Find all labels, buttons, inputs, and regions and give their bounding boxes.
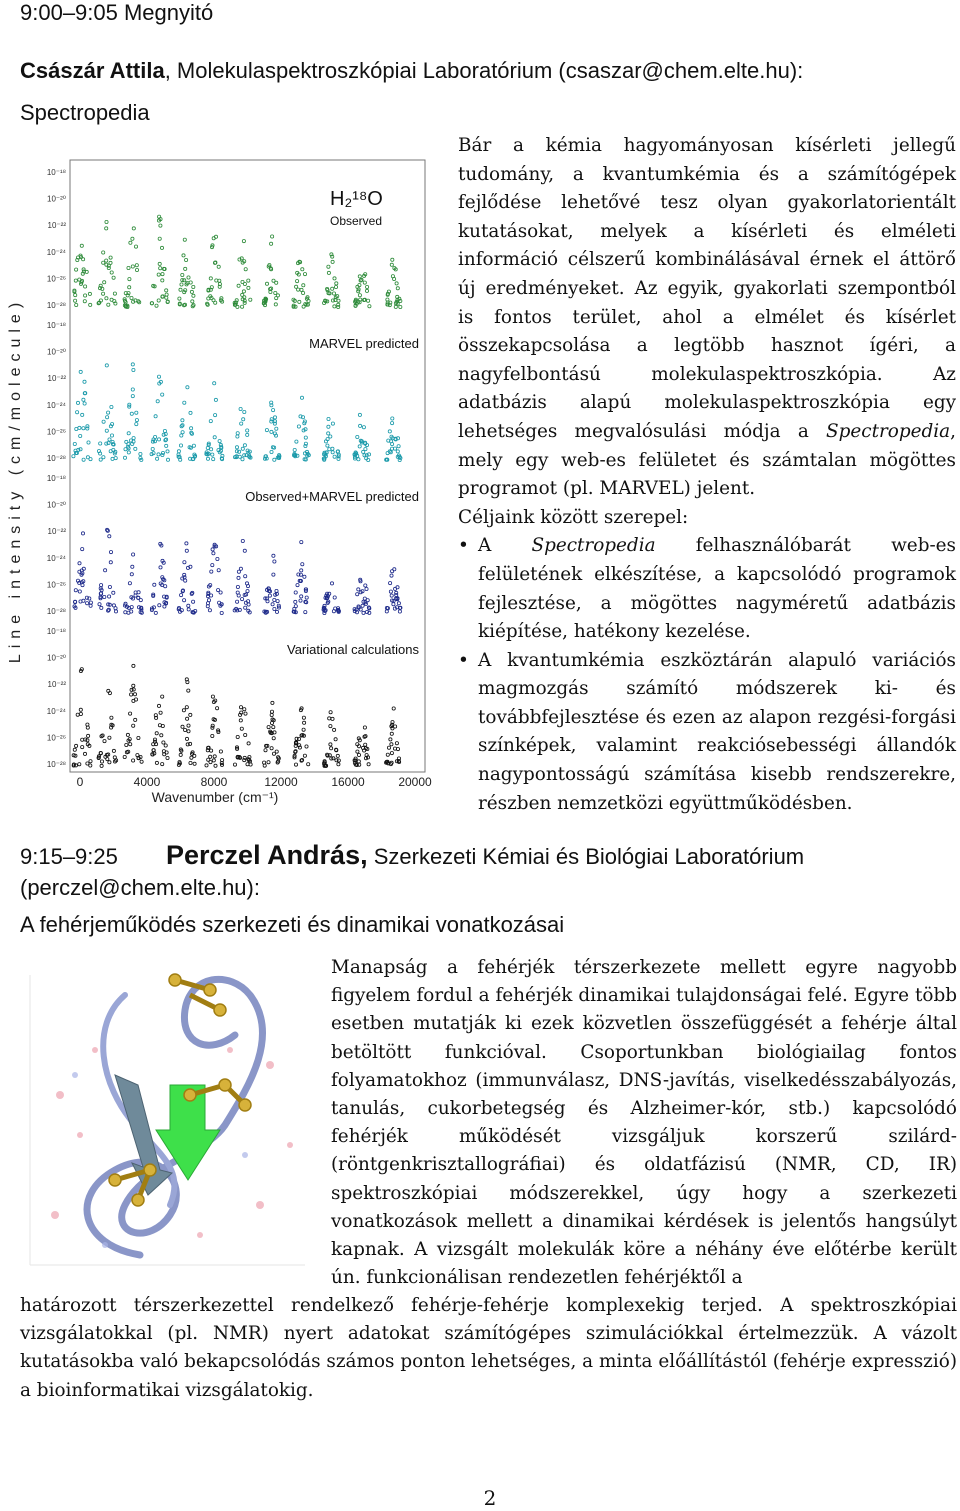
y-tick-label: 10⁻²⁰ (47, 194, 66, 204)
panel-sublabel: Observed (330, 214, 383, 228)
x-tick-label: 16000 (331, 775, 365, 789)
talk2-speaker-name: Perczel András, (166, 840, 368, 870)
y-tick-label: 10⁻²⁶ (46, 733, 66, 743)
y-tick-label: 10⁻²⁰ (47, 500, 66, 510)
list-item (458, 532, 956, 646)
talk2-time: 9:15–9:25 (20, 844, 118, 869)
y-tick-label: 10⁻²⁴ (46, 247, 66, 257)
y-tick-label: 10⁻²⁸ (46, 454, 66, 463)
x-tick-label: 20000 (398, 775, 432, 789)
figure-y-axis-label: Line intensity (cm/molecule) (7, 296, 24, 664)
bullet1-start: A (478, 535, 532, 557)
talk2-abstract-wrapped: Manapság a fehérjék térszerkezete mellett egyre nagyobb figyelem fordul a fehérjék dinamikai tulajdonságai felé. Egyre több esetben mutatják ki ezek közvetlen összefüggését a fehérje által betöltött funkcióval. Csoportunkban biológiailag fontos folyamatokhoz (immunválasz, DNS-javítás, viselkedésszabályozás, tanulás, cukorbetegség és Alzheimer-kór, stb.) kapcsolódó fehérjék működését vizsgáljuk korszerű szilárd- (röntgenkrisztallográfiai) és oldatfázisú (NMR, CD, IR) spektroszkópiai módszerekkel, úgy hogy a szerkezeti vonatkozások mellett a dinamikai kérdések is jelentős hangsúlyt kapnak. A vizsgált molekulák köre a néhány éve előtérbe került ún. funkcionálisan rendezetlen fehérjéktől a (331, 957, 957, 1289)
list-item (458, 647, 956, 819)
y-tick-label: 10⁻¹⁸ (46, 627, 66, 636)
y-tick-label: 10⁻²² (47, 527, 66, 537)
y-tick-label: 10⁻²² (47, 374, 66, 384)
y-tick-label: 10⁻²⁴ (46, 553, 66, 563)
y-tick-label: 10⁻²⁶ (46, 580, 66, 590)
page-number: 2 (483, 1486, 497, 1510)
panel-label: Variational calculations (287, 642, 419, 657)
protein-structure-figure (20, 955, 315, 1285)
y-tick-label: 10⁻²⁰ (47, 653, 66, 663)
y-tick-label: 10⁻¹⁸ (46, 474, 66, 483)
y-tick-label: 10⁻²² (47, 680, 66, 690)
bullet-icon: • (458, 649, 469, 671)
panel-label: MARVEL predicted (309, 336, 419, 351)
panel-label: Observed+MARVEL predicted (245, 489, 419, 504)
talk1-p1-end: , mely egy web-es felületet és számtalan mögöttes programot (pl. MARVEL) jelent. (458, 420, 956, 500)
y-tick-label: 10⁻²⁴ (46, 706, 66, 716)
bullet-icon: • (458, 535, 469, 557)
talk1-speaker-line (20, 58, 803, 84)
x-tick-label: 4000 (133, 775, 161, 789)
talk1-abstract (458, 132, 956, 818)
panel-label: H₂¹⁸O (330, 188, 383, 210)
talk1-affiliation: , Molekulaspektroszkópiai Laboratórium (csaszar@chem.elte.hu): (164, 58, 804, 83)
y-tick-label: 10⁻²⁰ (47, 347, 66, 357)
talk2-title: A fehérjeműködés szerkezeti és dinamikai vonatkozásai (20, 912, 565, 937)
y-tick-label: 10⁻²⁸ (46, 301, 66, 310)
x-tick-label: 0 (76, 775, 84, 789)
y-tick-label: 10⁻¹⁸ (46, 168, 66, 177)
session-opening-time: 9:00–9:05 Megnyitó (20, 0, 214, 25)
x-tick-label: 12000 (264, 775, 298, 789)
bullet2-text: A kvantumkémia eszköztárán alapuló variációs magmozgás számító módszerek ki- és továbbfejlesztése és ezen az alapon rezgési-forgási színképek, valamint reakciósebességi állandók nagypontosságú számítása kisebb rendszerekre, részben nemzetközi együttműködésben. (478, 649, 956, 814)
y-tick-label: 10⁻²⁸ (46, 760, 66, 769)
figure-x-axis-label: Wavenumber (cm⁻¹) (151, 789, 279, 805)
talk1-speaker-name: Császár Attila (20, 58, 165, 83)
y-tick-label: 10⁻²² (47, 221, 66, 231)
talk1-p1-text: Bár a kémia hagyományosan kísérleti jellegű tudomány, a kvantumkémia és a számítógépek fejlődése lehetővé tesz olyan gyakorlatorientált kutatásokat, melyek a kísérleti és elméleti információ célszerű kombinálásával érnek el áttörő új eredményeket. Az egyik, gyakorlati szempontból is fontos terület, ahol a elmélet és kísérlet összekapcsolása a legtöbb hasznot ígéri, a nagyfelbontású molekulaspektroszkópia. Az adatbázis alapú molekulaspektroszkópia egy lehetséges megvalósulási módja a (458, 135, 956, 442)
talk1-title: Spectropedia (20, 100, 150, 125)
y-tick-label: 10⁻²⁶ (46, 274, 66, 284)
y-tick-label: 10⁻²⁴ (46, 400, 66, 410)
talk1-goals-list (458, 532, 956, 818)
spectra-figure (0, 150, 440, 810)
y-tick-label: 10⁻¹⁸ (46, 321, 66, 330)
talk2-abstract-full: határozott térszerkezettel rendelkező fehérje-fehérje komplexekig terjed. A spektroszkópiai vizsgálatokkal (pl. NMR) nyert adatokat számítógépes szimulációkkal értelmezzük. A vázolt kutatásokba való bekapcsolódás számos ponton lehetséges, a minta előállítástól (fehérje expresszió) a bioinformatikai vizsgálatokig. (20, 1295, 957, 1401)
talk2-speaker-line (20, 840, 950, 903)
y-tick-label: 10⁻²⁸ (46, 607, 66, 616)
talk2-affiliation: Szerkezeti Kémiai és Biológiai Laboratórium (perczel@chem.elte.hu): (20, 844, 805, 900)
talk1-paragraph (458, 132, 956, 504)
x-tick-label: 8000 (200, 775, 228, 789)
talk1-goals-heading: Céljaink között szerepel: (458, 506, 689, 528)
bullet1-end: felhasználóbarát web-es felületének elkészítése, a kapcsolódó programok fejlesztése, a mögöttes nagyméretű adatbázis kiépítése, hatékony kezelése. (478, 535, 956, 643)
y-tick-label: 10⁻²⁶ (46, 427, 66, 437)
bullet1-em: Spectropedia (531, 535, 656, 557)
talk1-p1-em: Spectropedia (826, 420, 951, 442)
